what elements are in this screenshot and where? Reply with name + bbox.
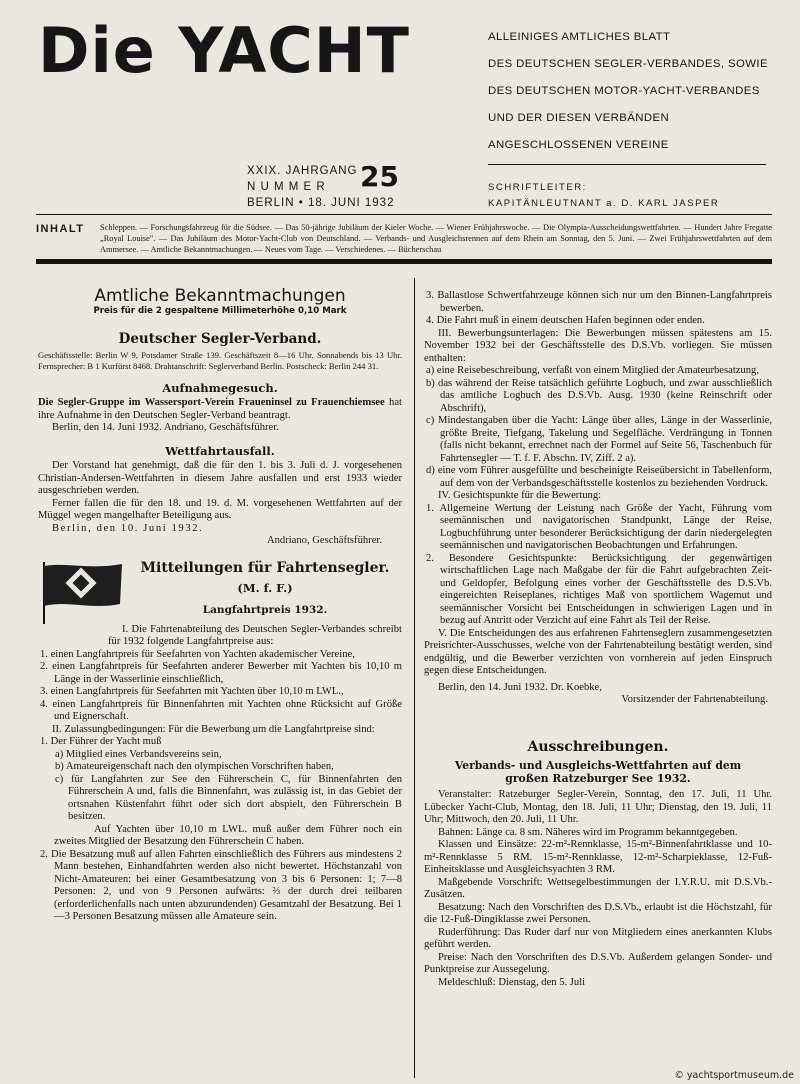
right-item: 4. Die Fahrt muß in einem deutschen Hafen beginnen oder enden. bbox=[426, 315, 705, 326]
preis-item: 1. einen Langfahrtpreis für Seefahrten von Yachten akademischer Vereine, bbox=[40, 648, 355, 660]
aus-para: Bahnen: Länge ca. 8 sm. Näheres wird im Programm bekanntgegeben. bbox=[438, 826, 738, 838]
masthead-title: Die YACHT bbox=[38, 14, 410, 87]
bew-intro: III. Bewerbungsunterlagen: Die Bewerbungen müssen spätestens am 15. November 1932 bei der Geschäftsstelle des D.S.Vb. vorliegen. Sie müssen enthalten: bbox=[424, 327, 772, 364]
zul-intro: II. Zulassungbedingungen: Für die Bewerbung um die Langfahrtpreise sind: bbox=[52, 723, 375, 735]
aus-para: Besatzung: Nach den Vorschriften des D.S.Vb., erlaubt ist die Höchstzahl, für die 12-Fuß-Dingiklasse zwei Personen. bbox=[424, 901, 772, 925]
contents-rule bbox=[36, 259, 772, 264]
mfs-heading: Mitteilungen für Fahrtensegler. bbox=[140, 559, 390, 576]
tagline-line: UND DER DIESEN VERBÄNDEN bbox=[488, 112, 670, 124]
fuehrer-intro: 1. Der Führer der Yacht muß bbox=[40, 736, 162, 747]
issue-nummer-label: N U M M E R bbox=[247, 181, 326, 193]
aus-para: Maßgebende Vorschrift: Wettsegelbestimmungen der I.Y.R.U. mit D.S.Vb.-Zusätzen. bbox=[424, 876, 772, 900]
editor-info bbox=[488, 180, 719, 212]
aus-para: Preise: Nach den Vorschriften des D.S.Vb. Außerdem gelangen Sonder- und Punktpreise zur Aussegelung. bbox=[424, 951, 772, 975]
editor-label: SCHRIFTLEITER: bbox=[488, 182, 587, 193]
tagline-line: DES DEUTSCHEN MOTOR-YACHT-VERBANDES bbox=[488, 85, 760, 97]
aufnahme-bold: Die Segler-Gruppe im Wassersport-Verein Fraueninsel zu Frauenchiemsee bbox=[38, 397, 385, 408]
lang-intro: I. Die Fahrtenabteilung des Deutschen Segler-Verbandes schreibt für 1932 folgende Langfahrtpreise aus: bbox=[108, 623, 402, 647]
dsv-heading: Deutscher Segler-Verband. bbox=[118, 331, 322, 347]
inhalt-text: Schleppen. — Forschungsfahrzeug für die Südsee. — Das 50-jährige Jubiläum der Kieler Woche. — Wiener Frühjahrswoche. — Die Olympia-Ausscheidungswettfahrten. — Hundert Jahre Fregatte „Royal Louise". — Das Jubiläum des Motor-Yacht-Club von Deutschland. — Verbands- und Ausgleichsrennen auf dem Rhein am Sonntag, den 5. Juni. — Zwei Frühjahrswettfahrten auf dem Ammersee. — Amtliche Bekanntmachungen. — Neues vom Tage. — Verschiedenes. — Bücherschau bbox=[100, 223, 772, 254]
bew-item: d) eine vom Führer ausgefüllte und bescheinigte Reiseübersicht in Tabellenform, auf dem von der Verbandsgeschäftsstelle kostenlos zu beziehenden Vordruck. bbox=[426, 465, 772, 489]
preis-item: 2. einen Langfahrtpreis für Seefahrten anderer Bewerber mit Yachten bis 10,10 m Länge in der Wasserlinie einschließlich, bbox=[40, 661, 402, 685]
bew-item: b) das während der Reise tatsächlich geführte Logbuch, und zwar ausschließlich das amtliche Logbuch des D.S.Vb. Ausg. 1930 (keine Reinschrift oder Abschrift), bbox=[426, 377, 772, 414]
ges-item: 2. Besondere Gesichtspunkte: Berücksichtigung der gegenwärtigen wirtschaftlichen Lage nach Maßgabe der für die Fahrt aufgebrachten Zeit- und Geldopfer, Befolgung eines vorher der Geschäftsstelle des D.S.Vb. eingereichten Reiseplanes, richtiges Maß von sportlichem Wagemut und seemännischer Vorsicht bei Entscheidungen in schwierigen Lagen und in bezug auf Antritt oder Verzicht auf eine Fahrt als Teil der Reise. bbox=[426, 552, 772, 626]
besatzung-item: 2. Die Besatzung muß auf allen Fahrten einschließlich des Führers aus mindestens 2 Mann bestehen, Einhandfahrten werden also nicht bewertet. Höchstanzahl von Nicht-Amateuren: bei einer Gesamtbesatzung von 3 bis 6 Personen: 1; 7—8 Personen: 2, und von 9 Personen aufwärts: ⅔ der durch drei teilbaren (erforderlichenfalls nach unten abzurundenden) Gesamtzahl der Besatzung. Bei 1—3 Personen Besatzung müssen alle Amateure sein. bbox=[40, 848, 402, 922]
right-item: 3. Ballastlose Schwertfahrzeuge können sich nur um den Binnen-Langfahrtpreis bewerben. bbox=[426, 290, 772, 314]
aufnahme-sign: Berlin, den 14. Juni 1932. Andriano, Geschäftsführer. bbox=[52, 422, 279, 433]
bew-item: c) Mindestangaben über die Yacht: Länge über alles, Länge in der Wasserlinie, größte Breite, Tiefgang, Takelung und Segelfläche. Verdrängung in Tonnen (falls nicht bekannt, errechnet nach der Formel auf Seite 56, Taschenbuch für Fahrtensegler — T. f. F. Abschn. IV, Ziff. 2 a). bbox=[426, 415, 772, 464]
dsv-info: Geschäftsstelle: Berlin W 9, Potsdamer Straße 139. Geschäftszeit 8—16 Uhr. Sonnabends bis 13 Uhr. Fernsprecher: B 1 Kurfürst 8468. Drahtanschrift: Seglerverband Berlin. Postscheck: Berlin 244 31. bbox=[38, 349, 402, 371]
tagline-line: ALLEINIGES AMTLICHES BLATT bbox=[488, 31, 671, 43]
sign-line: Berlin, den 14. Juni 1932. Dr. Koebke, bbox=[438, 681, 602, 693]
bew-item: a) eine Reisebeschreibung, verfaßt von einem Mitglied der Amateurbesatzung, bbox=[426, 365, 759, 376]
price-note: Preis für die 2 gespaltene Millimeterhöhe 0,10 Mark bbox=[93, 305, 347, 316]
mfs-header bbox=[38, 560, 402, 624]
tagline-rule bbox=[488, 164, 766, 165]
ges-item: 1. Allgemeine Wertung der Leistung nach Größe der Yacht, Führung vom seemännischen und navigatorischen Standpunkt, Länge der Reise, Logbuchführung unter besonderer Berücksichtigung der darin niedergelegten seemännischen und navigatorischen Beobachtungen und Erfahrungen. bbox=[426, 502, 772, 551]
aufnahme-heading: Aufnahmegesuch. bbox=[162, 380, 278, 395]
fuehrer-item: a) Mitglied eines Verbandsvereins sein, bbox=[55, 748, 222, 760]
aufnahme-text bbox=[38, 397, 402, 422]
tagline-line: DES DEUTSCHEN SEGLER-VERBANDES, SOWIE bbox=[488, 58, 768, 70]
aus-para: Ruderführung: Das Ruder darf nur von Mitgliedern eines anerkannten Klubs geführt werden. bbox=[424, 926, 772, 950]
aus-para: Meldeschluß: Dienstag, den 5. Juli bbox=[438, 976, 586, 988]
column-divider bbox=[414, 278, 415, 1078]
ges-intro: IV. Gesichtspunkte für die Bewertung: bbox=[438, 490, 602, 501]
issue-jahrgang: XXIX. JAHRGANG bbox=[247, 165, 358, 177]
aufnahme-rest: hat ihre Aufnahme in den Deutschen Segler-Verband beantragt. bbox=[38, 397, 402, 421]
aus-para: Veranstalter: Ratzeburger Segler-Verein, Sonntag, den 17. Juli, 11 Uhr. Lübecker Yacht-Club, Montag, den 18. Juli, 11 Uhr; Dienstag, den 19. Juli, 11 Uhr; Mittwoch, den 20. Juli, 11 Uhr. bbox=[424, 789, 772, 825]
header-rule bbox=[36, 214, 772, 215]
preis-item: 4. einen Langfahrtpreis für Binnenfahrten mit Yachten ohne Rücksicht auf Größe und Eignerschaft. bbox=[40, 698, 402, 722]
tagline-line: ANGESCHLOSSENEN VEREINE bbox=[488, 139, 669, 151]
fuehrer-item: b) Amateureigenschaft nach den olympischen Vorschriften haben, bbox=[55, 761, 334, 772]
inhalt-label: INHALT bbox=[36, 223, 85, 235]
ausfall-sign: Andriano, Geschäftsführer. bbox=[266, 535, 382, 546]
aus-para: Klassen und Einsätze: 22-m²-Rennklasse, 15-m²-Binnenfahrtklasse und 10-m²-Rennklasse 5 RM. 15-m²-Rennklasse, 12-m²-Scharpieklasse, 12-Fuß-Einheitsklasse und Ausgleichsyachten 3 RM. bbox=[424, 839, 772, 875]
sign-title: Vorsitzender der Fahrtenabteilung. bbox=[621, 694, 768, 705]
issue-date: BERLIN • 18. JUNI 1932 bbox=[247, 197, 395, 209]
lwl-note: Auf Yachten über 10,10 m LWL. muß außer dem Führer noch ein zweites Mitglied der Besatzung den Führerschein C haben. bbox=[54, 823, 402, 847]
masthead-tagline bbox=[488, 31, 778, 166]
watermark: © yachtsportmuseum.de bbox=[674, 1070, 794, 1081]
right-column bbox=[424, 290, 772, 989]
flag-icon bbox=[38, 560, 124, 624]
v-text: V. Die Entscheidungen des aus erfahrenen Fahrtenseglern zusammengesetzten Preisrichter-Ausschusses, welche von der Fahrtenabteilung bestätigt werden, sind endgültig, und die Bewerber verzichten von vornherein auf jeden Einspruch gegen diese Entscheidungen. bbox=[424, 627, 772, 676]
left-column bbox=[38, 286, 402, 924]
preis-item: 3. einen Langfahrtpreis für Seefahrten mit Yachten über 10,10 m LWL., bbox=[40, 686, 344, 697]
ausfall-place: Berlin, den 10. Juni 1932. bbox=[52, 522, 204, 534]
ausfall-heading: Wettfahrtausfall. bbox=[165, 443, 275, 458]
lang-heading: Langfahrtpreis 1932. bbox=[202, 603, 328, 616]
ausfall-p1: Der Vorstand hat genehmigt, daß die für den 1. bis 3. Juli d. J. vorgesehenen Christian-Andersen-Wettfahrten in diesem Jahre ausfallen und erst 1933 wieder ausgeschrieben werden. bbox=[38, 460, 402, 496]
amtliche-heading: Amtliche Bekanntmachungen bbox=[94, 286, 346, 306]
editor-name: KAPITÄNLEUTNANT a. D. KARL JASPER bbox=[488, 198, 720, 209]
issue-number: 25 bbox=[360, 160, 399, 193]
fuehrer-item: c) für Langfahrten zur See den Führerschein C, für Binnenfahrten den Führerschein A und, falls die Binnenfahrt, was zulässig ist, in das Gebiet der ortsnahen Küstenfahrt führt oder sich dort abspielt, den Führerschein B besitzen. bbox=[55, 773, 402, 822]
aus-sub: Verbands- und Ausgleichs-Wettfahrten auf dem großen Ratzeburger See 1932. bbox=[454, 759, 742, 785]
aus-heading: Ausschreibungen. bbox=[527, 738, 669, 755]
mfs-sub: (M. f. F.) bbox=[237, 580, 293, 595]
ausfall-p2: Ferner fallen die für den 18. und 19. d. M. vorgesehenen Wettfahrten auf der Müggel wegen mangelhafter Beteiligung aus. bbox=[38, 497, 402, 521]
